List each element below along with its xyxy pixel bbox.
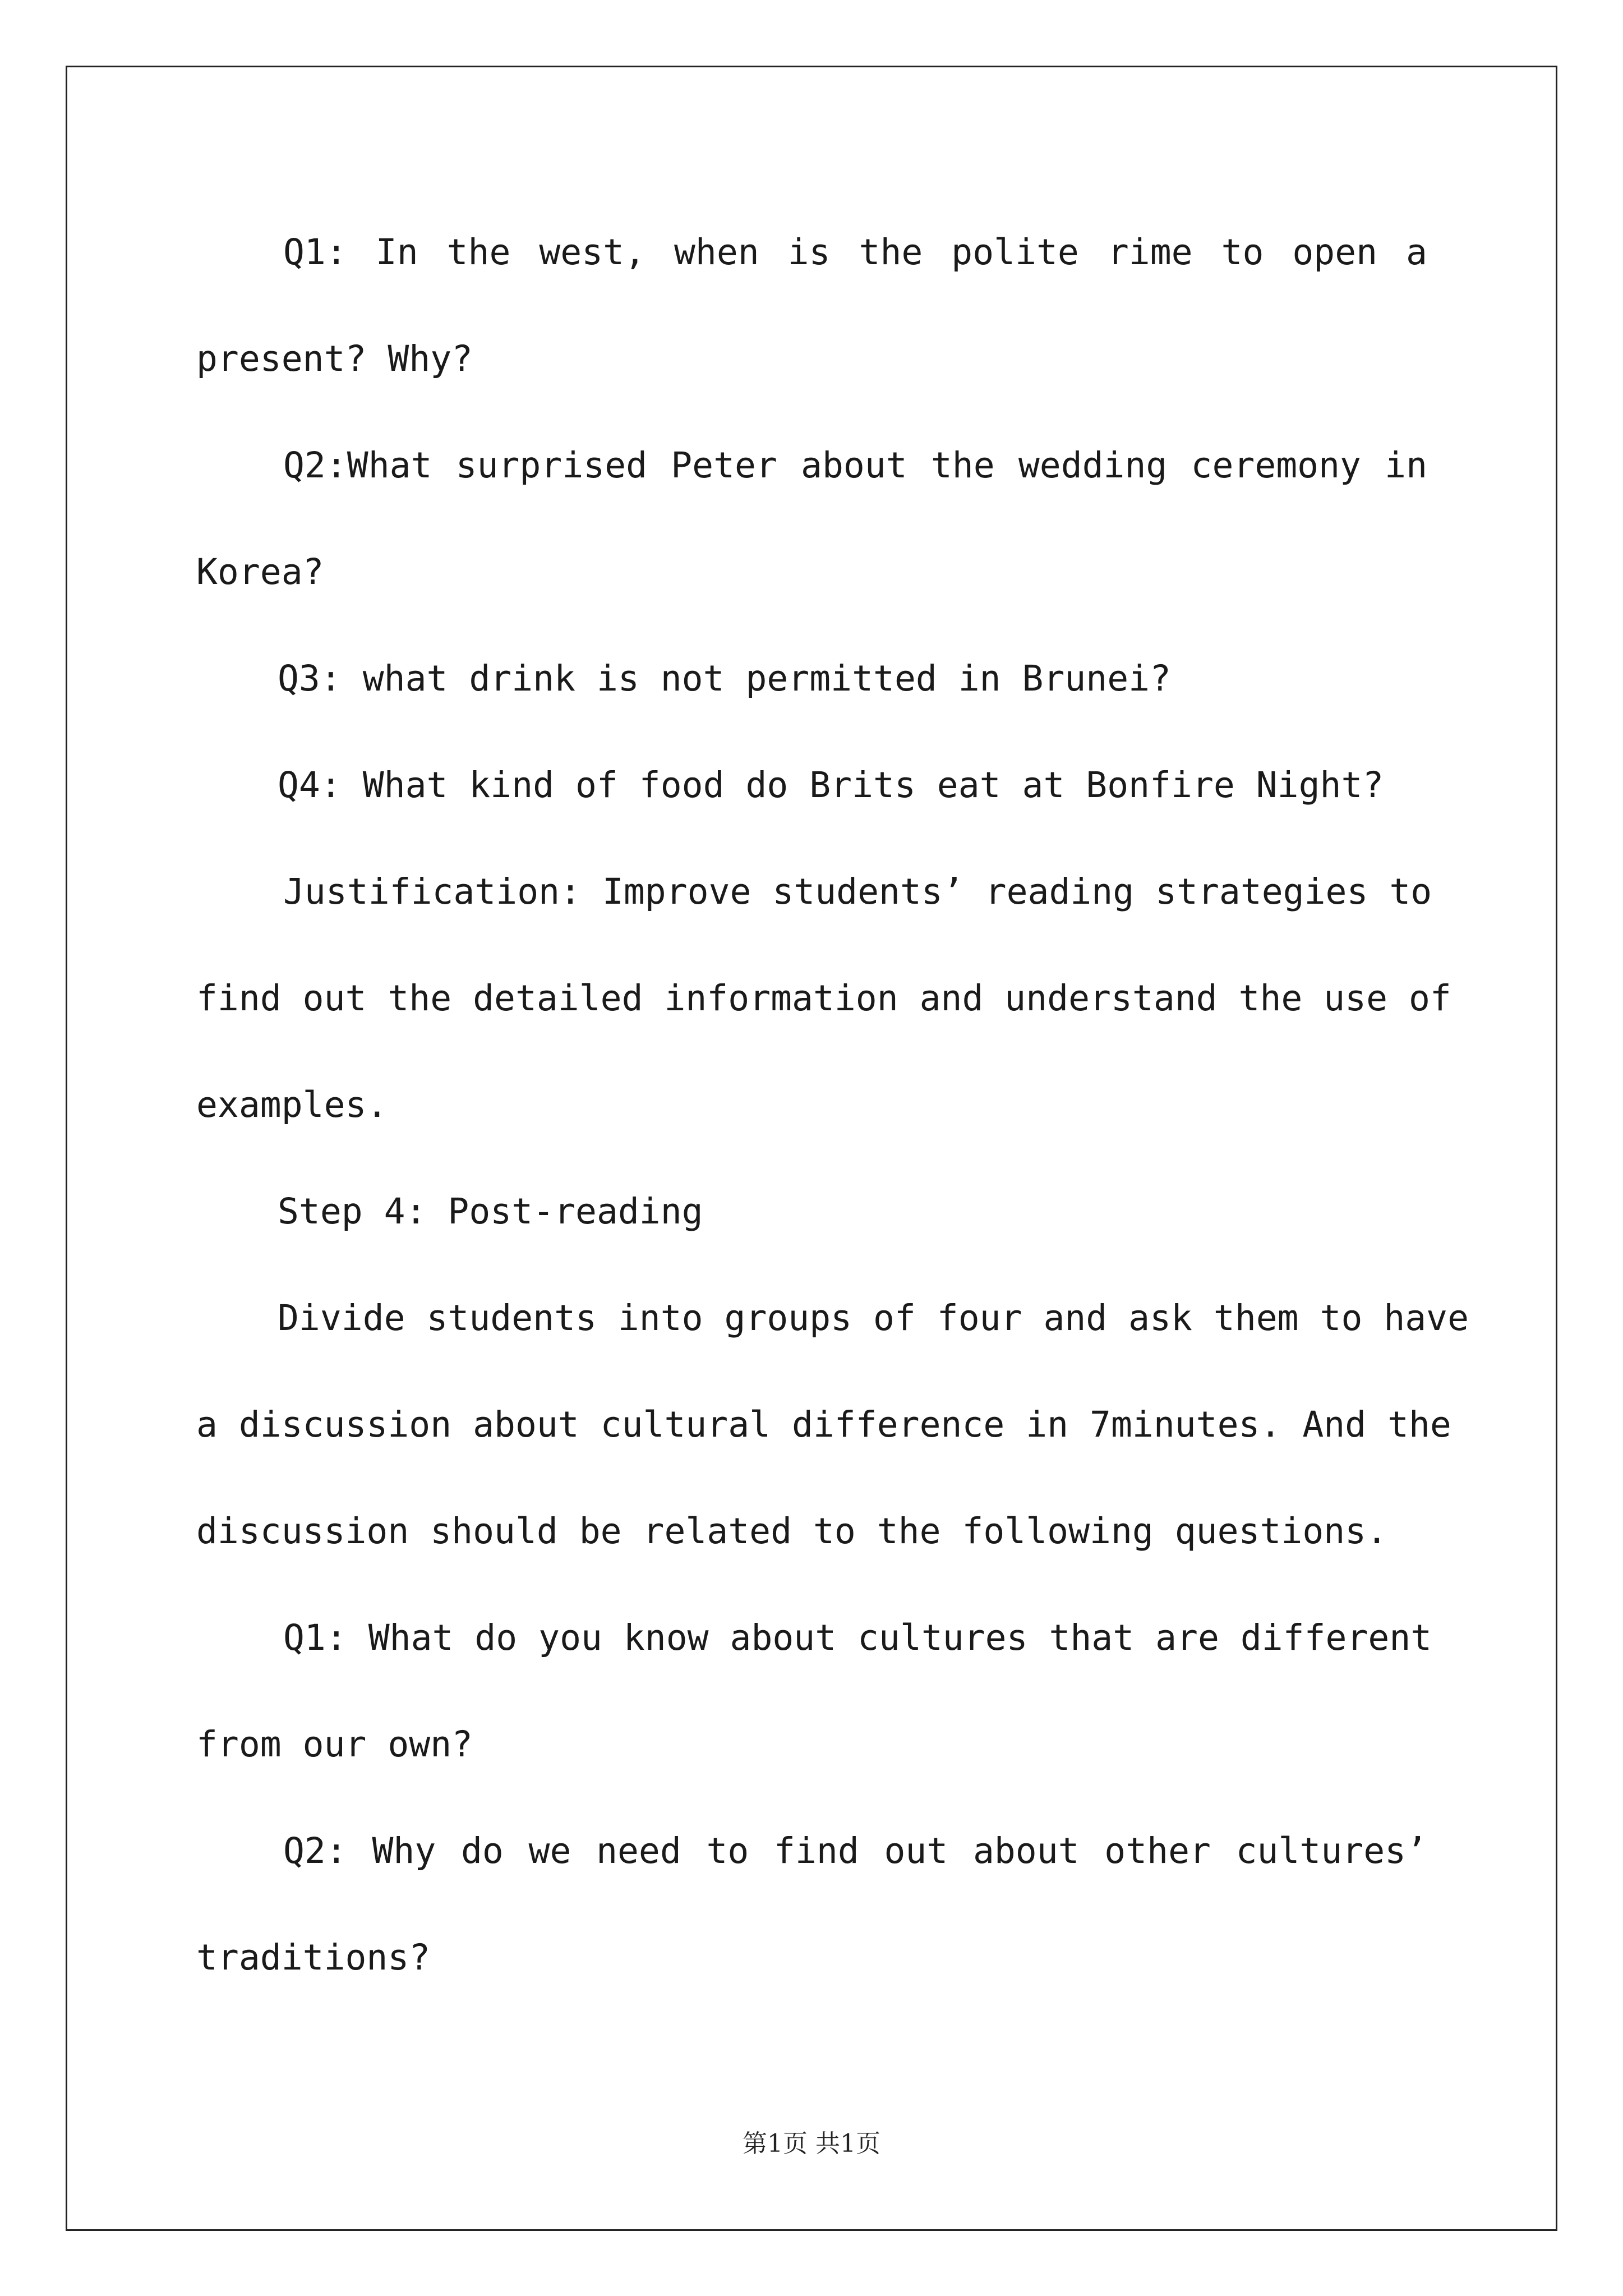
instruction-line3: discussion should be related to the following questions.: [196, 1511, 1388, 1552]
question-q1-line1: Q1: In the west, when is the polite rime to open a: [283, 232, 1427, 273]
instruction-line1: Divide students into groups of four and ask them to have: [278, 1297, 1469, 1338]
justification-line1: Justification: Improve students’ reading strategies to: [283, 871, 1432, 912]
discussion-q2-line1: Q2: Why do we need to find out about other cultures’: [283, 1830, 1427, 1871]
page-number-footer: 第1页 共1页: [743, 2129, 880, 2158]
discussion-q2-line2: traditions?: [196, 1937, 431, 1978]
discussion-q1-line1: Q1: What do you know about cultures that are different: [283, 1617, 1432, 1658]
document-body: [196, 219, 1469, 2031]
justification-line2: find out the detailed information and understand the use of: [196, 978, 1451, 1019]
step-4-heading: Step 4: Post-reading: [278, 1191, 703, 1232]
instruction-line2: a discussion about cultural difference in 7minutes. And the: [196, 1404, 1451, 1445]
question-q4: Q4: What kind of food do Brits eat at Bonfire Night?: [278, 765, 1384, 806]
question-q2-line1: Q2:What surprised Peter about the wedding ceremony in: [283, 445, 1427, 486]
question-q3: Q3: what drink is not permitted in Brunei?: [278, 658, 1172, 699]
justification-line3: examples.: [196, 1084, 388, 1125]
discussion-q1-line2: from our own?: [196, 1724, 473, 1765]
question-q2-line2: Korea?: [196, 551, 324, 592]
question-q1-line2: present? Why?: [196, 338, 473, 379]
